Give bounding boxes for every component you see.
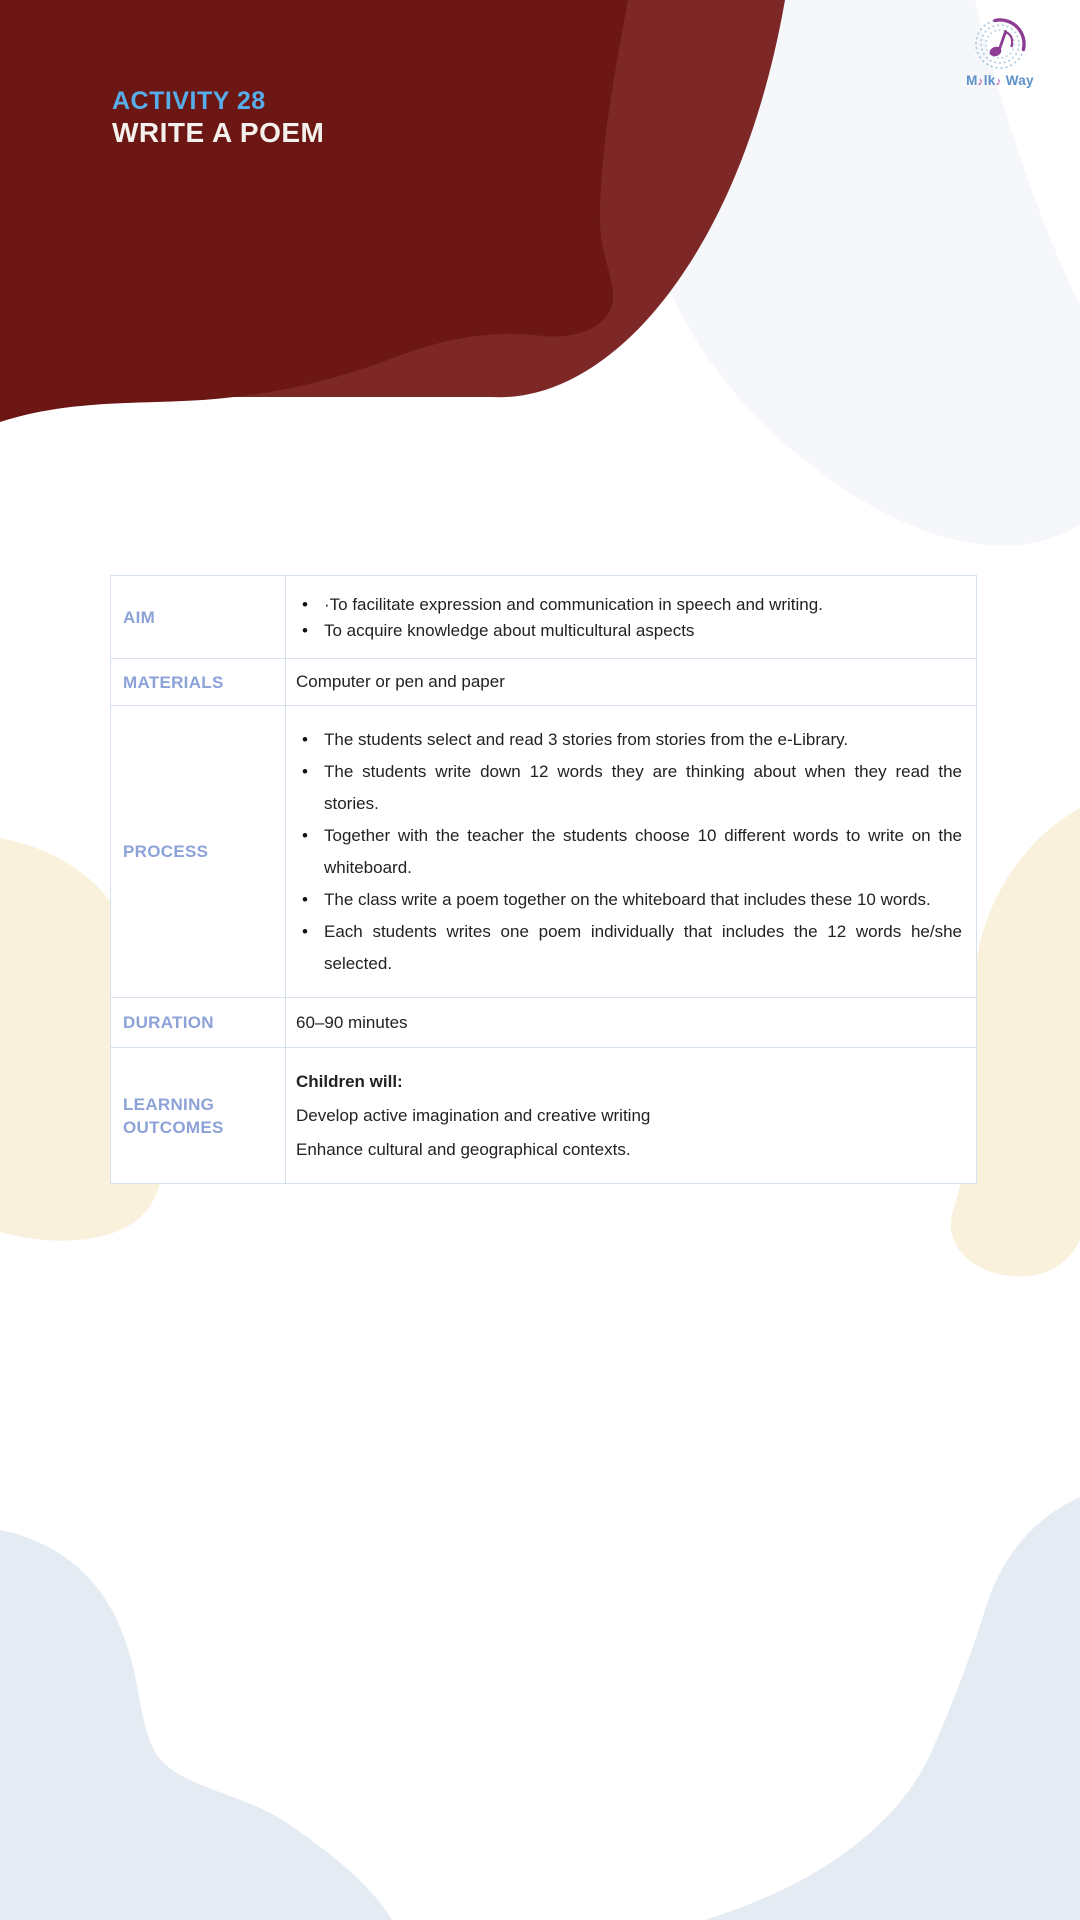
row-label-duration: DURATION	[111, 998, 286, 1047]
activity-title: WRITE A POEM	[112, 117, 325, 148]
note-icon: ♪	[977, 76, 984, 88]
bottomleft-gray-blob	[0, 1530, 392, 1920]
activity-number-label: ACTIVITY 28	[112, 87, 266, 115]
table-row-aim	[111, 576, 976, 658]
table-row-learning-outcomes	[111, 1047, 976, 1183]
learning-outcomes-heading: Children will:	[296, 1071, 403, 1091]
music-note-logo-icon	[972, 16, 1028, 72]
note-icon: ♪	[995, 76, 1002, 88]
row-value-learning-outcomes	[286, 1048, 976, 1183]
process-bullet: • Together with the teacher the students choose 10 different words to write on the whiteboard.	[296, 820, 962, 884]
page-title-block	[112, 86, 324, 150]
logo-letters: lk	[983, 73, 996, 88]
process-bullet: • Each students writes one poem individually that includes the 12 words he/she selected.	[296, 916, 962, 980]
activity-table	[110, 575, 977, 1184]
process-bullet: • The class write a poem together on the whiteboard that includes these 10 words.	[296, 884, 962, 916]
bottomright-gray-blob	[705, 1497, 1080, 1920]
row-label-materials: MATERIALS	[111, 659, 286, 705]
materials-text: Computer or pen and paper	[296, 672, 505, 691]
learning-outcome-line: Enhance cultural and geographical contexts.	[296, 1139, 631, 1159]
logo-word: Way	[1001, 73, 1034, 88]
aim-bullet-list	[296, 591, 962, 644]
aim-bullet: • To acquire knowledge about multicultural aspects	[296, 618, 962, 643]
duration-text: 60–90 minutes	[296, 1012, 408, 1032]
row-value-aim	[286, 576, 976, 658]
aim-bullet: • ·To facilitate expression and communication in speech and writing.	[296, 592, 962, 617]
row-value-process	[286, 706, 976, 997]
milkyway-logo	[955, 16, 1045, 88]
row-label-aim: AIM	[111, 576, 286, 658]
process-bullet: • The students write down 12 words they are thinking about when they read the stories.	[296, 756, 962, 820]
row-label-learning-outcomes: LEARNING OUTCOMES	[111, 1048, 286, 1183]
row-label-process: PROCESS	[111, 706, 286, 997]
table-row-materials	[111, 658, 976, 705]
table-row-process	[111, 705, 976, 997]
process-bullet-list	[296, 724, 962, 980]
row-value-materials	[286, 659, 976, 705]
learning-outcome-line: Develop active imagination and creative writing	[296, 1105, 651, 1125]
process-bullet: • The students select and read 3 stories from stories from the e-Library.	[296, 724, 962, 756]
table-row-duration	[111, 997, 976, 1047]
logo-wordmark	[955, 73, 1045, 88]
row-value-duration	[286, 998, 976, 1047]
logo-letter: M	[966, 73, 978, 88]
